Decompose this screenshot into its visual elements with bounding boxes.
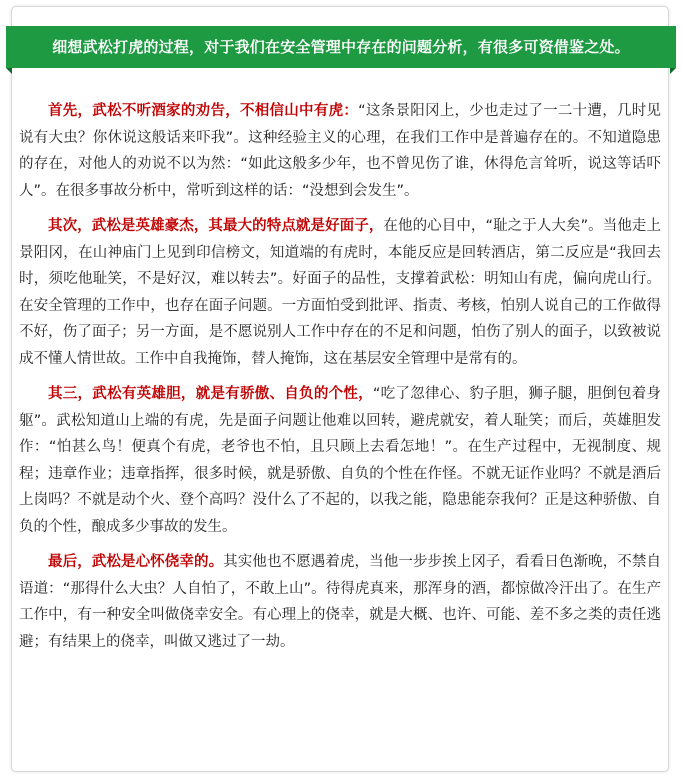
paragraph-text: “吃了忽律心、豹子胆，狮子腿，胆倒包着身躯”。武松知道山上端的有虎，先是面子问题让他难以回转，避虎就安，着人耻笑；而后，英雄胆发作：“怕甚么鸟！便真个有虎，老爷也不怕，且只顾上去看怎地！”。在生产过程中，无视制度、规程；违章作业；违章指挥，很多时候，就是骄傲、自负的个性在作怪。不就无证作业吗？不就是酒后上岗吗？不就是动个火、登个高吗？没什么了不起的，以我之能，隐患能奈我何？正是这种骄傲、自负的个性，酿成多少事故的发生。 (19, 386, 662, 535)
banner-fold-right (670, 68, 676, 74)
banner-fold-left (6, 68, 12, 74)
paragraph-first (19, 98, 661, 204)
paragraph-text: 其实他也不愿遇着虎，当他一步步挨上冈子，看看日色渐晚，不禁自语道：“那得什么大虫？人自怕了，不敢上山”。待得虎真来，那浑身的酒，都惊做冷汗出了。在生产工作中，有一种安全叫做侥幸安全。有心理上的侥幸，就是大概、也许、可能、差不多之类的责任逃避；有结果上的侥幸，叫做又逃过了一劫。 (19, 554, 661, 650)
title-banner (6, 26, 676, 68)
banner-title: 细想武松打虎的过程，对于我们在安全管理中存在的问题分析，有很多可资借鉴之处。 (52, 38, 630, 56)
paragraph-text: 在他的心目中，“耻之于人大矣”。当他走上景阳冈，在山神庙门上见到印信榜文，知道端的有虎时，本能反应是回转酒店，第二反应是“我回去时，须吃他耻笑，不是好汉，难以转去”。好面子的品性，支撑着武松：明知山有虎，偏向虎山行。在安全管理的工作中，也存在面子问题。一方面怕受到批评、指责、考核，怕别人说自己的工作做得不好，伤了面子；另一方面，是不愿说别人工作中存在的不足和问题，怕伤了别人的面子，以致被说成不懂人情世故。工作中自我掩饰，替人掩饰，这在基层安全管理中是常有的。 (19, 218, 661, 367)
article-body (19, 98, 661, 664)
paragraph-lead: 其三，武松有英雄胆，就是有骄傲、自负的个性， (48, 386, 373, 402)
paragraph-last (19, 549, 661, 655)
paragraph-lead: 其次，武松是英雄豪杰，其最大的特点就是好面子， (48, 218, 384, 234)
paragraph-text: “这条景阳冈上，少也走过了一二十遭，几时见说有大虫？你休说这般话来吓我”。这种经验主义的心理，在我们工作中是普遍存在的。不知道隐患的存在，对他人的劝说不以为然：“如此这般多少年，也不曾见伤了谁，休得危言耸听，说这等话吓人”。在很多事故分析中，常听到这样的话：“没想到会发生”。 (19, 103, 661, 199)
paragraph-third (19, 381, 661, 540)
paragraph-lead: 最后，武松是心怀侥幸的。 (48, 554, 224, 570)
paragraph-lead: 首先，武松不听酒家的劝告，不相信山中有虎： (48, 103, 359, 119)
paragraph-second (19, 213, 661, 372)
